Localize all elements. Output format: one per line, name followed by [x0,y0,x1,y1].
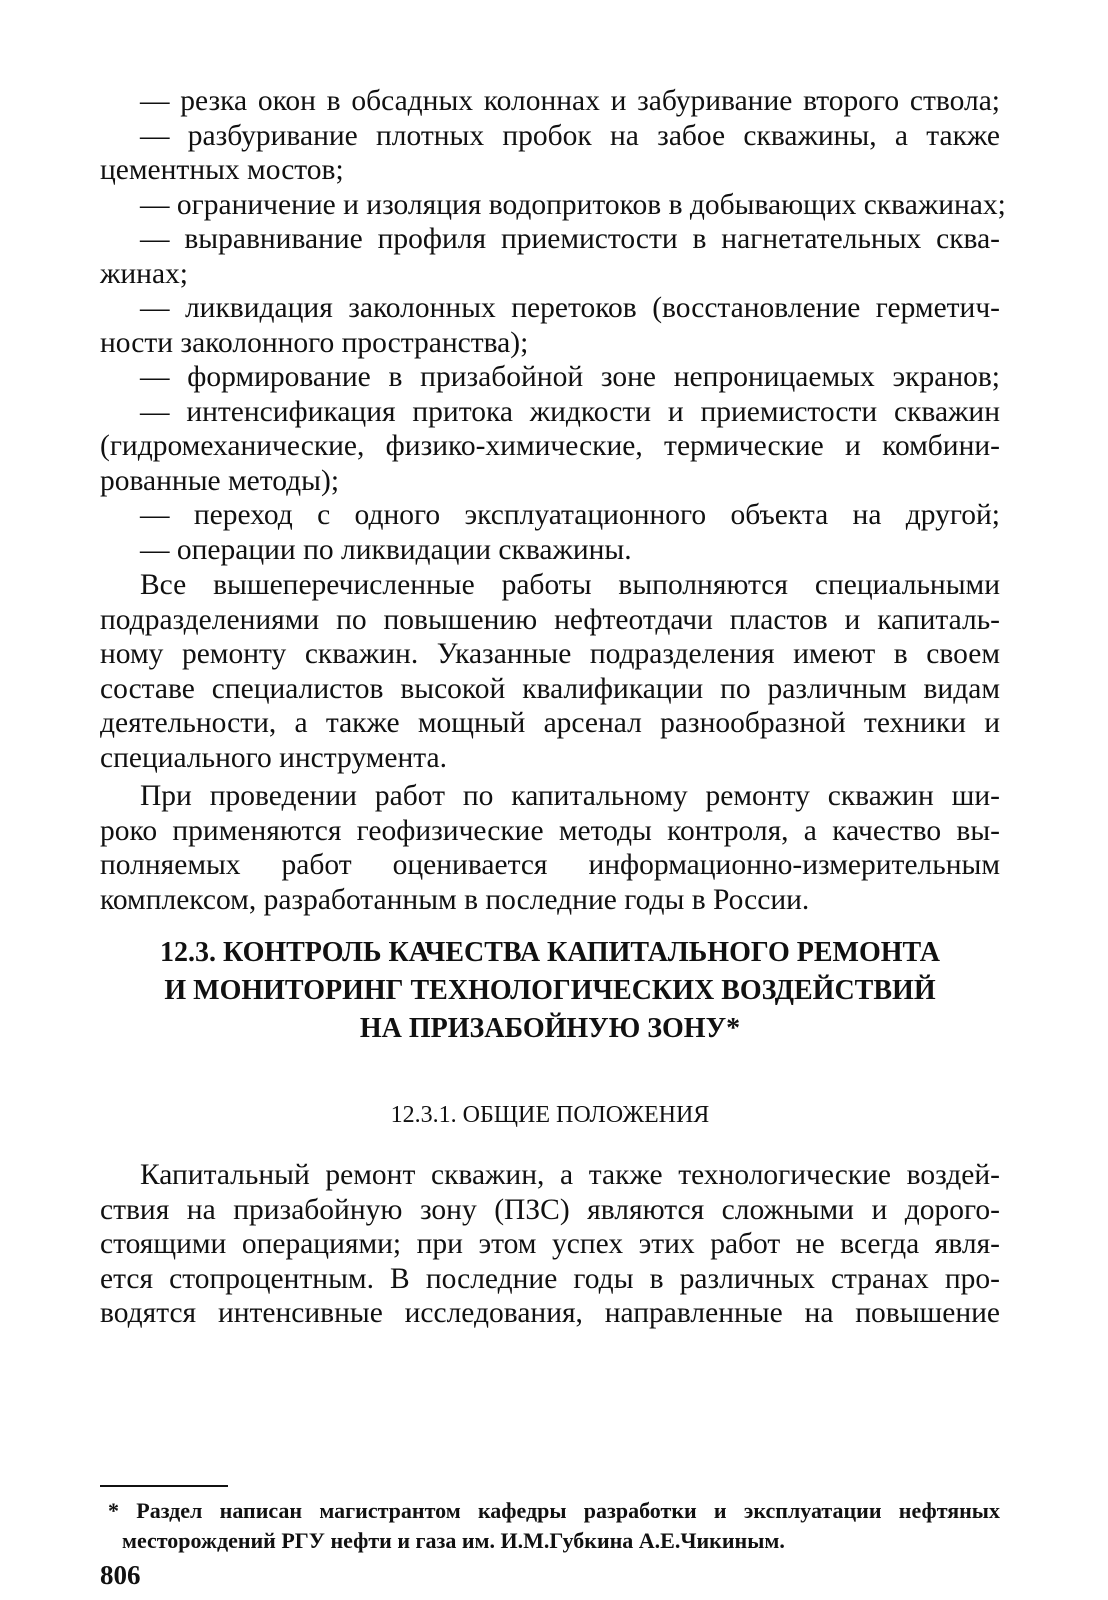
list-line: жинах; [100,257,188,290]
list-line: рованные методы); [100,464,340,497]
paragraph-line: Капитальный ремонт скважин, а также технологические воздей- [140,1159,1000,1191]
paragraph-geophysics [100,779,1000,917]
paragraph-line: водятся интенсивные исследования, направленные на повышение [100,1297,1000,1329]
paragraph-line: ствия на призабойную зону (ПЗС) являются сложными и дорого- [100,1193,1000,1226]
list-line: цементных мостов; [100,154,344,186]
paragraph-line: При проведении работ по капитальному ремонту скважин ши- [140,780,1000,812]
paragraph-line: ному ремонту скважин. Указанные подразделения имеют в своем [100,638,1000,670]
list-line: — выравнивание профиля приемистости в нагнетательных сква- [140,223,1000,255]
list-line: (гидромеханические, физико-химические, термические и комбини- [100,430,1000,462]
paragraph-line: полняемых работ оценивается информационно-измерительным [100,849,1000,881]
footnote [100,1496,1000,1556]
list-line: — интенсификация притока жидкости и приемистости скважин [140,395,1000,428]
section-heading-line: 12.3. КОНТРОЛЬ КАЧЕСТВА КАПИТАЛЬНОГО РЕМОНТА [159,937,941,968]
footnote-line: месторождений РГУ нефти и газа им. И.М.Губкина А.Е.Чикиным. [122,1528,785,1553]
list-line: — резка окон в обсадных колоннах и забуривание второго ствола; [140,85,1000,117]
paragraph-line: подразделениями по повышению нефтеотдачи пластов и капиталь- [100,603,1000,636]
paragraph-overhaul [100,1158,1000,1331]
paragraph-line: ется стопроцентным. В последние годы в различных странах про- [100,1262,1000,1295]
section-heading-line: НА ПРИЗАБОЙНУЮ ЗОНУ* [359,1013,741,1044]
paragraph-line: стоящими операциями; при этом успех этих работ не всегда явля- [100,1228,1000,1260]
paragraph-line: Все вышеперечисленные работы выполняются специальными [140,569,1000,601]
section-heading [100,934,1000,1048]
footnote-divider [100,1485,228,1487]
paragraph-departments [100,568,1000,775]
subsection-heading: 12.3.1. ОБЩИЕ ПОЛОЖЕНИЯ [390,1102,710,1128]
list-line: — операции по ликвидации скважины. [140,533,632,566]
paragraph-line: составе специалистов высокой квалификации по различным видам [100,672,1000,705]
page-number: 806 [100,1560,141,1590]
paragraph-line: деятельности, а также мощный арсенал разнообразной техники и [100,707,1000,739]
list-line: — ликвидация заколонных перетоков (восстановление герметич- [140,292,1000,324]
list-line: — формирование в призабойной зоне непроницаемых экранов; [140,361,1000,393]
list-line: ности заколонного пространства); [100,326,529,359]
paragraph-line: роко применяются геофизические методы контроля, а качество вы- [100,814,1000,847]
list-line: — переход с одного эксплуатационного объекта на другой; [140,499,1000,531]
list-line: — разбуривание плотных пробок на забое скважины, а также [140,119,1000,152]
paragraph-line: специального инструмента. [100,741,448,774]
section-heading-line: И МОНИТОРИНГ ТЕХНОЛОГИЧЕСКИХ ВОЗДЕЙСТВИЙ [164,975,936,1006]
footnote-line: * Раздел написан магистрантом кафедры разработки и эксплуатации нефтяных [108,1498,1000,1523]
paragraph-line: комплексом, разработанным в последние годы в России. [100,883,810,916]
list-line: — ограничение и изоляция водопритоков в добывающих скважинах; [140,188,1006,221]
work-types-list [100,84,1006,567]
